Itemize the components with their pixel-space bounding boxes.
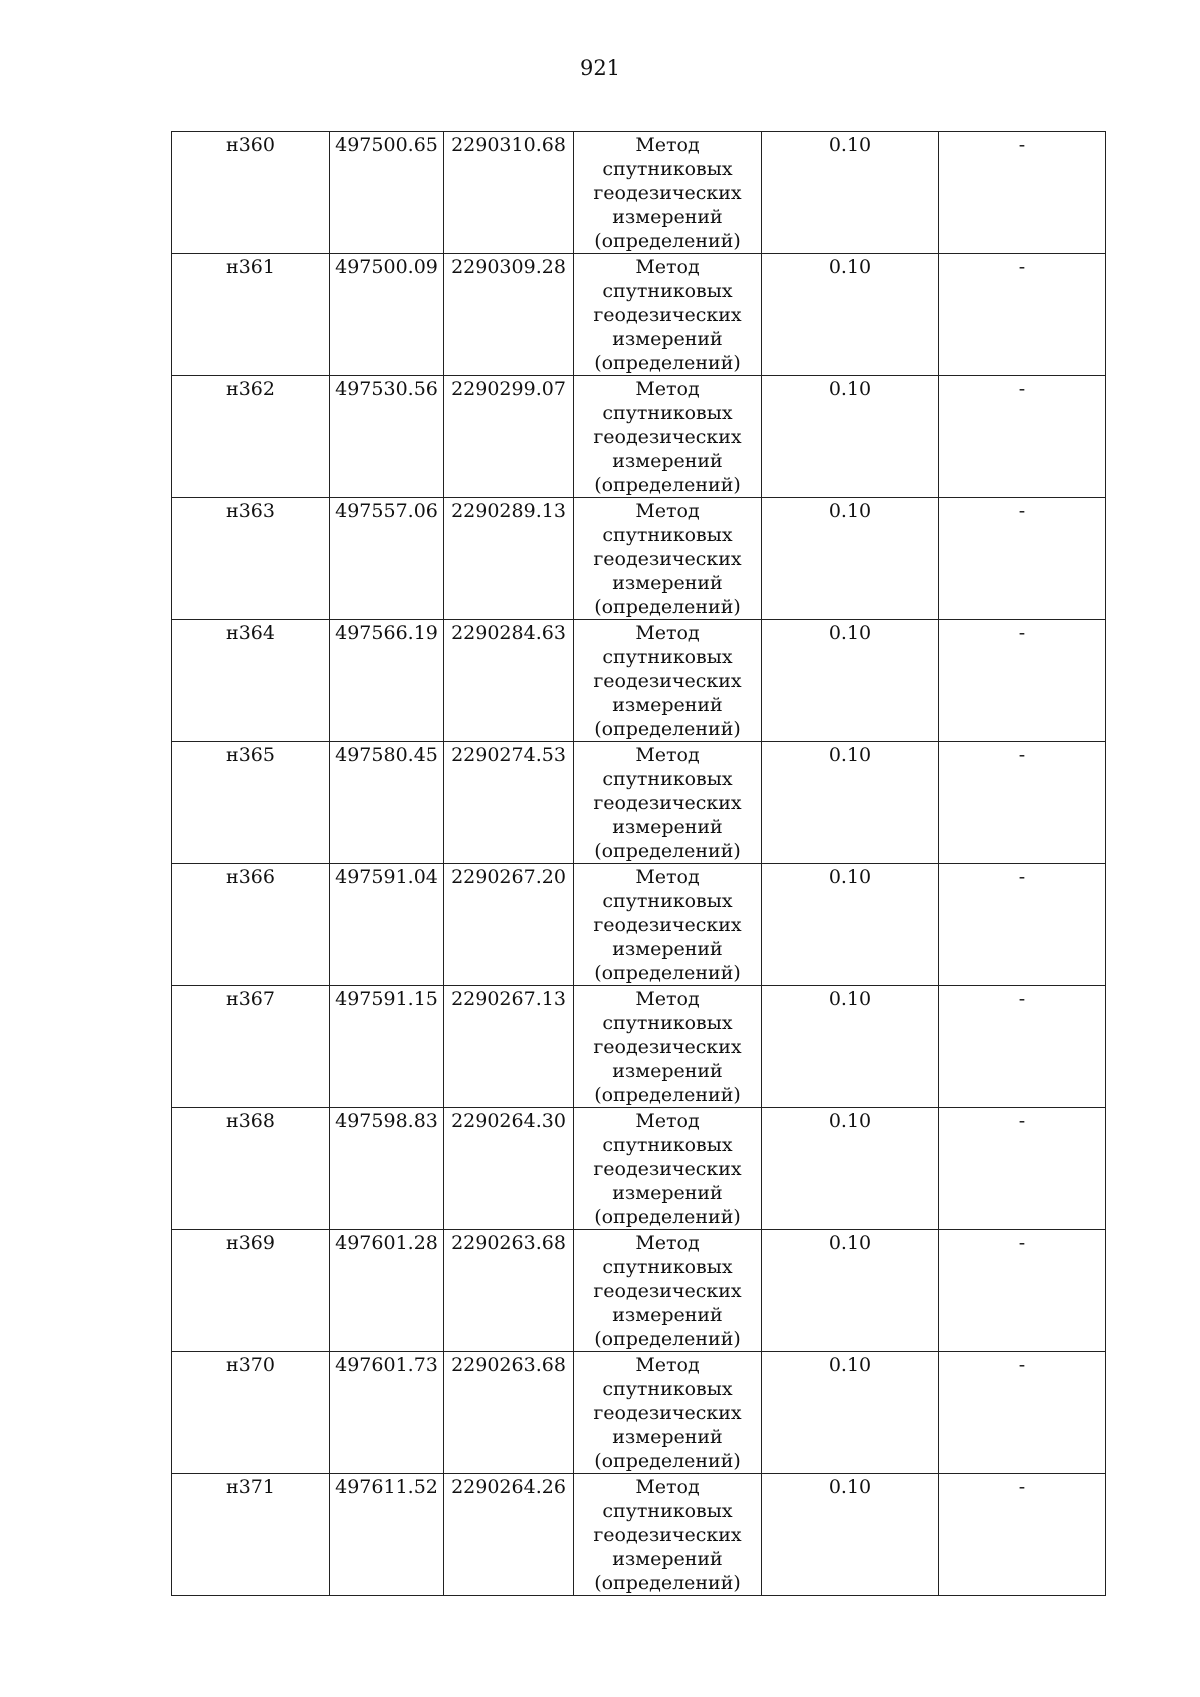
method-line: геодезических [593,792,742,814]
accuracy-cell: 0.10 [762,620,939,742]
method-line: измерений [612,694,723,716]
method-line: Метод [635,1232,700,1254]
method-cell [574,620,762,742]
method-line: геодезических [593,914,742,936]
point-cell: н361 [172,254,330,376]
method-line: измерений [612,1426,723,1448]
x-coordinate-cell: 497598.83 [330,1108,444,1230]
point-cell: н371 [172,1474,330,1596]
method-line: геодезических [593,1402,742,1424]
method-line: (определений) [594,1572,741,1594]
accuracy-cell: 0.10 [762,1474,939,1596]
method-line: спутниковых [602,768,733,790]
method-line: (определений) [594,718,741,740]
method-line: измерений [612,1060,723,1082]
method-line: (определений) [594,1450,741,1472]
method-line: геодезических [593,548,742,570]
method-cell [574,1230,762,1352]
method-line: (определений) [594,596,741,618]
method-line: Метод [635,1110,700,1132]
method-cell [574,498,762,620]
method-line: Метод [635,1354,700,1376]
point-cell: н362 [172,376,330,498]
point-cell: н360 [172,132,330,254]
accuracy-cell: 0.10 [762,1230,939,1352]
method-line: Метод [635,134,700,156]
note-cell: - [939,498,1106,620]
method-line: (определений) [594,352,741,374]
accuracy-cell: 0.10 [762,864,939,986]
y-coordinate-cell: 2290309.28 [444,254,574,376]
table-row [172,132,1106,254]
y-coordinate-cell: 2290263.68 [444,1230,574,1352]
method-line: (определений) [594,1206,741,1228]
note-cell: - [939,620,1106,742]
table-row [172,498,1106,620]
method-line: измерений [612,1304,723,1326]
method-line: измерений [612,938,723,960]
method-line: спутниковых [602,158,733,180]
method-cell [574,376,762,498]
note-cell: - [939,254,1106,376]
method-line: геодезических [593,182,742,204]
table-row [172,742,1106,864]
method-cell [574,864,762,986]
x-coordinate-cell: 497601.28 [330,1230,444,1352]
table-row [172,1230,1106,1352]
method-line: (определений) [594,474,741,496]
method-line: Метод [635,744,700,766]
point-cell: н367 [172,986,330,1108]
method-line: измерений [612,1182,723,1204]
y-coordinate-cell: 2290289.13 [444,498,574,620]
y-coordinate-cell: 2290299.07 [444,376,574,498]
table-row [172,1352,1106,1474]
note-cell: - [939,1230,1106,1352]
point-cell: н368 [172,1108,330,1230]
method-line: спутниковых [602,646,733,668]
method-line: спутниковых [602,1500,733,1522]
accuracy-cell: 0.10 [762,742,939,864]
x-coordinate-cell: 497500.65 [330,132,444,254]
accuracy-cell: 0.10 [762,254,939,376]
x-coordinate-cell: 497580.45 [330,742,444,864]
y-coordinate-cell: 2290310.68 [444,132,574,254]
method-line: спутниковых [602,524,733,546]
method-cell [574,986,762,1108]
method-cell [574,1474,762,1596]
method-line: геодезических [593,1524,742,1546]
x-coordinate-cell: 497530.56 [330,376,444,498]
table-row [172,986,1106,1108]
method-line: спутниковых [602,1378,733,1400]
method-line: измерений [612,1548,723,1570]
accuracy-cell: 0.10 [762,132,939,254]
method-line: измерений [612,206,723,228]
method-line: Метод [635,622,700,644]
y-coordinate-cell: 2290274.53 [444,742,574,864]
note-cell: - [939,986,1106,1108]
table-row [172,254,1106,376]
y-coordinate-cell: 2290267.20 [444,864,574,986]
table-row [172,376,1106,498]
method-line: (определений) [594,1084,741,1106]
method-line: геодезических [593,426,742,448]
table-row [172,864,1106,986]
y-coordinate-cell: 2290284.63 [444,620,574,742]
y-coordinate-cell: 2290263.68 [444,1352,574,1474]
method-line: геодезических [593,1158,742,1180]
method-line: спутниковых [602,890,733,912]
x-coordinate-cell: 497557.06 [330,498,444,620]
accuracy-cell: 0.10 [762,498,939,620]
accuracy-cell: 0.10 [762,986,939,1108]
method-cell [574,132,762,254]
method-line: геодезических [593,1036,742,1058]
coordinates-table-body [172,132,1106,1596]
method-line: геодезических [593,304,742,326]
x-coordinate-cell: 497611.52 [330,1474,444,1596]
accuracy-cell: 0.10 [762,376,939,498]
coordinates-table [171,131,1106,1596]
method-cell [574,1352,762,1474]
note-cell: - [939,1108,1106,1230]
table-row [172,620,1106,742]
x-coordinate-cell: 497500.09 [330,254,444,376]
note-cell: - [939,376,1106,498]
method-line: спутниковых [602,1256,733,1278]
x-coordinate-cell: 497591.04 [330,864,444,986]
point-cell: н366 [172,864,330,986]
x-coordinate-cell: 497591.15 [330,986,444,1108]
x-coordinate-cell: 497601.73 [330,1352,444,1474]
method-line: измерений [612,328,723,350]
table-row [172,1108,1106,1230]
method-line: (определений) [594,962,741,984]
page-number: 921 [579,56,621,80]
method-line: (определений) [594,1328,741,1350]
method-line: геодезических [593,670,742,692]
method-line: геодезических [593,1280,742,1302]
accuracy-cell: 0.10 [762,1352,939,1474]
note-cell: - [939,1474,1106,1596]
method-cell [574,742,762,864]
accuracy-cell: 0.10 [762,1108,939,1230]
note-cell: - [939,864,1106,986]
method-line: Метод [635,500,700,522]
method-line: Метод [635,256,700,278]
note-cell: - [939,742,1106,864]
method-line: спутниковых [602,1012,733,1034]
point-cell: н365 [172,742,330,864]
method-line: спутниковых [602,280,733,302]
method-cell [574,254,762,376]
note-cell: - [939,1352,1106,1474]
x-coordinate-cell: 497566.19 [330,620,444,742]
method-line: спутниковых [602,402,733,424]
method-line: (определений) [594,230,741,252]
method-line: измерений [612,450,723,472]
method-line: измерений [612,572,723,594]
method-cell [574,1108,762,1230]
point-cell: н363 [172,498,330,620]
method-line: Метод [635,988,700,1010]
method-line: Метод [635,1476,700,1498]
note-cell: - [939,132,1106,254]
y-coordinate-cell: 2290264.26 [444,1474,574,1596]
point-cell: н369 [172,1230,330,1352]
point-cell: н370 [172,1352,330,1474]
method-line: Метод [635,378,700,400]
method-line: измерений [612,816,723,838]
method-line: (определений) [594,840,741,862]
method-line: Метод [635,866,700,888]
point-cell: н364 [172,620,330,742]
y-coordinate-cell: 2290264.30 [444,1108,574,1230]
y-coordinate-cell: 2290267.13 [444,986,574,1108]
table-row [172,1474,1106,1596]
method-line: спутниковых [602,1134,733,1156]
